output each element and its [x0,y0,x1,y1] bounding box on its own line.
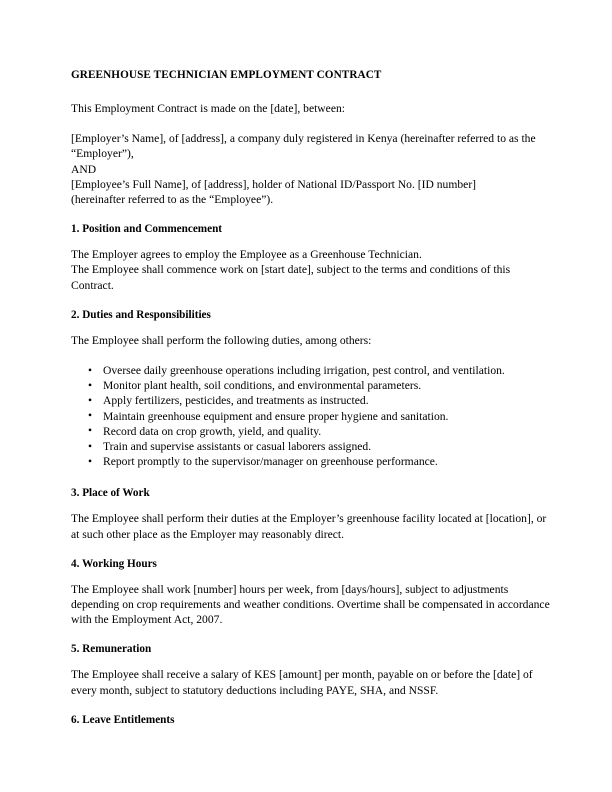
section-body-place-of-work: The Employee shall perform their duties at the Employer’s greenhouse facility located at [location], or at such other place as the Employer may reasonably direct. [71,512,547,541]
section-heading-leave-entitlements: 6. Leave Entitlements [71,713,175,726]
list-item [71,409,551,424]
employee-definition-line: (hereinafter referred to as the “Employee”). [71,193,274,207]
and-connector: AND [71,162,97,176]
list-item-label: Record data on crop growth, yield, and quality. [103,424,322,438]
position-employ-line: The Employer agrees to employ the Employee as a Greenhouse Technician. [71,248,422,262]
list-item [71,424,551,439]
section-heading-place-of-work: 3. Place of Work [71,487,150,500]
bullet-icon: • [88,409,93,423]
bullet-icon: • [88,378,93,392]
intro-made-on-line: This Employment Contract is made on the [date], between: [71,102,345,115]
list-item [71,454,551,469]
section-body-working-hours: The Employee shall work [number] hours per week, from [days/hours], subject to adjustments depending on crop requirements and weather conditions. Overtime shall be compensated in accordance with the Employment Act, 2007. [71,582,550,627]
section-body-duties-intro: The Employee shall perform the following duties, among others: [71,333,372,347]
list-item [71,363,551,378]
section-heading-remuneration: 5. Remuneration [71,643,152,656]
list-item-label: Apply fertilizers, pesticides, and treatments as instructed. [103,394,369,408]
section-heading-duties-and-responsibilities: 2. Duties and Responsibilities [71,308,211,321]
position-commencement-line: The Employee shall commence work on [start date], subject to the terms and conditions of this Contract. [71,263,511,292]
bullet-icon: • [88,454,93,468]
list-item-label: Maintain greenhouse equipment and ensure proper hygiene and sanitation. [103,409,449,423]
section-heading-position-and-commencement: 1. Position and Commencement [71,223,223,236]
section-body-position-and-commencement [71,247,551,293]
employee-party-line: [Employee’s Full Name], of [address], holder of National ID/Passport No. [ID number] [71,177,477,191]
duties-bullet-list [71,363,551,469]
page-title: GREENHOUSE TECHNICIAN EMPLOYMENT CONTRACT [71,69,382,81]
list-item-label: Oversee daily greenhouse operations including irrigation, pest control, and ventilation. [103,364,505,378]
parties-block [71,131,551,207]
section-body-remuneration: The Employee shall receive a salary of KES [amount] per month, payable on or before the [date] of every month, subject to statutory deductions including PAYE, SHA, and NSSF. [71,668,533,697]
list-item [71,378,551,393]
section-heading-working-hours: 4. Working Hours [71,557,157,570]
bullet-icon: • [88,424,93,438]
employer-party-line: [Employer’s Name], of [address], a company duly registered in Kenya (hereinafter referred to as the “Employer”), [71,132,536,161]
bullet-icon: • [88,393,93,407]
list-item-label: Report promptly to the supervisor/manager on greenhouse performance. [103,455,438,469]
list-item-label: Monitor plant health, soil conditions, and environmental parameters. [103,379,422,393]
list-item [71,439,551,454]
bullet-icon: • [88,363,93,377]
list-item-label: Train and supervise assistants or casual laborers assigned. [103,440,372,454]
list-item [71,393,551,408]
bullet-icon: • [88,439,93,453]
